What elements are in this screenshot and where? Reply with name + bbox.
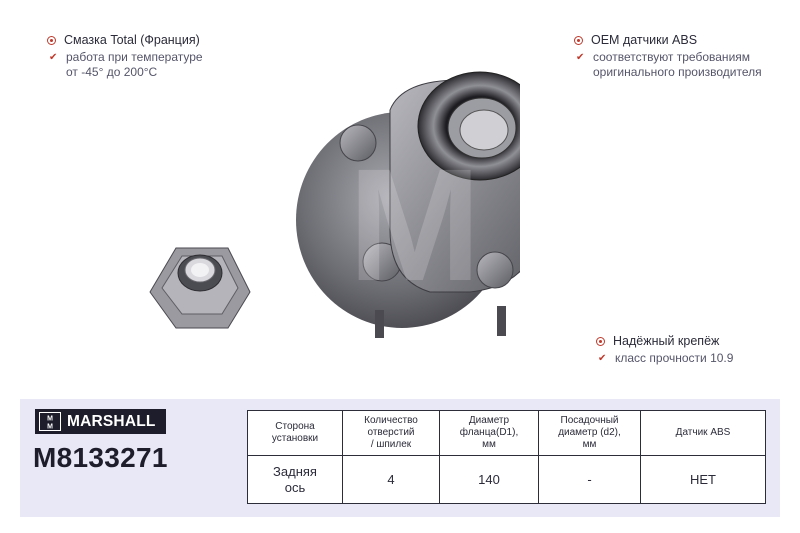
cell-side: Задняя ось: [248, 456, 343, 504]
cell-flange-diameter: 140: [440, 456, 539, 504]
watermark-logo: M: [348, 135, 482, 314]
feature-abs-sensors: [574, 33, 762, 80]
feature-line: оригинального производителя: [593, 65, 762, 79]
cell-seat-diameter: -: [539, 456, 641, 504]
part-number: M8133271: [33, 442, 168, 473]
svg-text:M: M: [47, 423, 53, 431]
feature-title: ОЕМ датчики ABS: [591, 33, 698, 47]
feature-title: Надёжный крепёж: [613, 334, 720, 348]
feature-title: Смазка Total (Франция): [64, 33, 200, 47]
table-header-row: [248, 411, 766, 456]
marshall-logo-icon: [39, 412, 61, 431]
brand-name: MARSHALL: [67, 412, 156, 430]
product-image: [140, 70, 520, 390]
header-holes: Количество отверстий / шпилек: [343, 411, 440, 456]
hub-nut: [150, 248, 250, 328]
table-row: [248, 456, 766, 504]
bullet-circle-icon: [596, 337, 605, 346]
cell-holes: 4: [343, 456, 440, 504]
cell-abs-sensor: НЕТ: [641, 456, 766, 504]
check-icon: ✔: [598, 353, 607, 364]
bullet-circle-icon: [47, 36, 56, 45]
header-seat-diameter: Посадочный диаметр (d2), мм: [539, 411, 641, 456]
feature-line: от -45° до 200°С: [66, 65, 158, 79]
check-icon: ✔: [49, 52, 58, 63]
feature-line: работа при температуре: [66, 50, 203, 64]
svg-text:M: M: [47, 415, 53, 423]
spec-table: [247, 410, 766, 504]
bullet-circle-icon: [574, 36, 583, 45]
brand-logo: [35, 409, 166, 434]
feature-fasteners: [596, 334, 733, 366]
feature-line: соответствуют требованиям: [593, 50, 751, 64]
feature-line: класс прочности 10.9: [615, 351, 734, 365]
header-flange-diameter: Диаметр фланца(D1), мм: [440, 411, 539, 456]
header-side: Сторона установки: [248, 411, 343, 456]
check-icon: ✔: [576, 52, 585, 63]
header-abs-sensor: Датчик ABS: [641, 411, 766, 456]
